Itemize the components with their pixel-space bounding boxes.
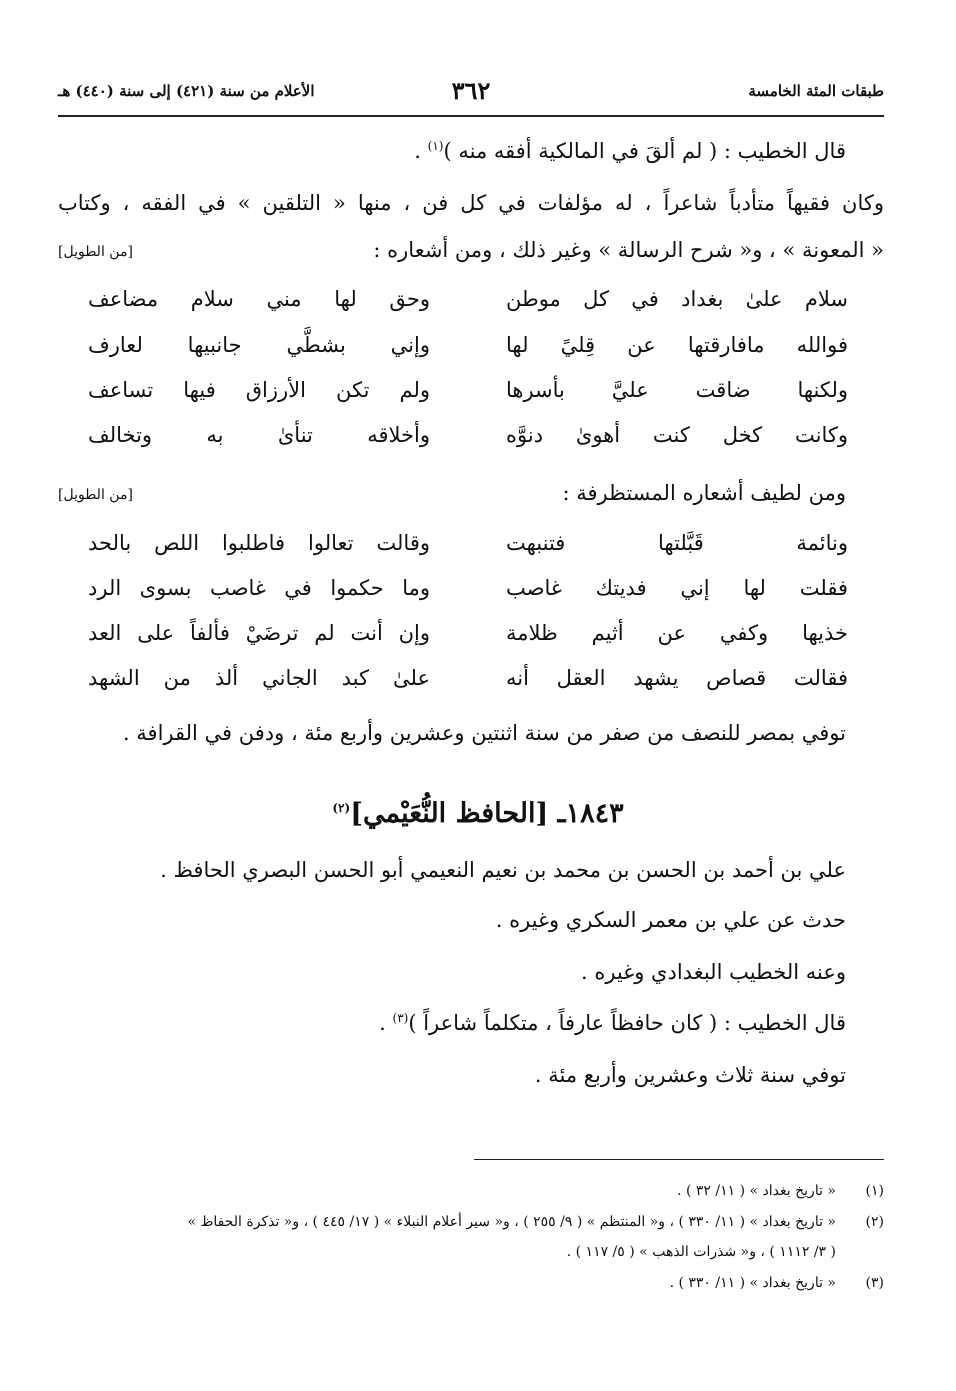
header-section-title: طبقات المئة الخامسة: [748, 82, 884, 100]
poem-meter-label: [من الطويل]: [58, 487, 133, 503]
footnote-ref-3[interactable]: (٣): [392, 1011, 409, 1025]
poem-hemistich-right: خذيها وكفي عن أثيم ظلامة: [506, 621, 848, 645]
header-range-title: الأعلام من سنة (٤٢١) إلى سنة (٤٤٠) هـ: [58, 82, 315, 100]
quote-text: قال الخطيب : ( كان حافظاً عارفاً ، متكلماً شاعراً ): [408, 1011, 846, 1035]
quote-end: .: [414, 139, 428, 163]
page-number: ٣٦٢: [451, 76, 491, 105]
poem-hemistich-right: وكانت كخل كنت أهوىٰ دنوَّه: [506, 423, 848, 447]
entry-line: حدث عن علي بن معمر السكري وغيره .: [495, 908, 846, 932]
poem-hemistich-right: فقالت قصاص يشهد العقل أنه: [506, 666, 848, 690]
poem-hemistich-right: فقلت لها إني فديتك غاصب: [506, 576, 848, 600]
footnote-text: « تاريخ بغداد » ( ١١/ ٣٣٠ ) ، و« المنتظم » ( ٩/ ٢٥٥ ) ، و« سير أعلام النبلاء » ( ١٧/ ٤٤٥ ) ، و« تذكرة الحفاظ »: [187, 1214, 836, 1230]
poem-hemistich-right: فوالله مافارقتها عن قِليً لها: [506, 333, 848, 357]
entry-line: [58, 1011, 846, 1035]
footnote-number: (١): [865, 1183, 884, 1199]
footnote-text: « تاريخ بغداد » ( ١١/ ٣٣٠ ) .: [669, 1275, 836, 1291]
poem-hemistich-right: سلام علىٰ بغداد في كل موطن: [506, 287, 848, 311]
entry-line: توفي سنة ثلاث وعشرين وأربع مئة .: [534, 1063, 846, 1087]
poem-hemistich-right: ولكنها ضاقت عليَّ بأسرها: [506, 378, 848, 402]
footnote-text: ( ٣/ ١١١٢ ) ، و« شذرات الذهب » ( ٥/ ١١٧ ) .: [566, 1244, 836, 1260]
footnote: [58, 1275, 884, 1291]
poem-hemistich-left: وما حكموا في غاصب بسوى الرد: [88, 576, 430, 600]
paragraph-line: وكان فقيهاً متأدباً شاعراً ، له مؤلفات في كل فن ، منها « التلقين » في الفقه ، وكتاب: [58, 191, 884, 215]
footnote-number: (٢): [865, 1214, 884, 1230]
footnote-ref-2[interactable]: (٢): [332, 801, 351, 815]
poem-hemistich-left: وإني بشطَّي جانبيها لعارف: [88, 333, 430, 357]
poem-hemistich-left: وقالت تعالوا فاطلبوا اللص بالحد: [88, 531, 430, 555]
poem-intro: ومن لطيف أشعاره المستظرفة :: [562, 481, 846, 505]
paragraph-line: « المعونة » ، و« شرح الرسالة » وغير ذلك ، ومن أشعاره :: [373, 238, 884, 262]
quote-end: .: [379, 1011, 393, 1035]
entry-title: [0, 798, 956, 829]
poem-hemistich-left: علىٰ كبد الجاني ألذ من الشهد: [88, 666, 430, 690]
khatib-quote-line: [58, 139, 846, 163]
quote-text: قال الخطيب : ( لم ألقَ في المالكية أفقه منه ): [443, 139, 846, 163]
poem-hemistich-left: ولم تكن الأرزاق فيها تساعف: [88, 378, 430, 402]
header-rule: [58, 115, 884, 117]
footnote-continuation: [58, 1244, 884, 1260]
running-header: [58, 78, 884, 108]
poem-meter-label: [من الطويل]: [58, 244, 133, 260]
entry-line: علي بن أحمد بن الحسن بن محمد بن نعيم النعيمي أبو الحسن البصري الحافظ .: [160, 858, 846, 882]
poem-hemistich-left: وحق لها مني سلام مضاعف: [88, 287, 430, 311]
footnote-rule: [474, 1159, 884, 1160]
footnote-number: (٣): [865, 1275, 884, 1291]
poem-hemistich-left: وإن أنت لم ترضَيْ فألفاً على العد: [88, 621, 430, 645]
footnote-text: « تاريخ بغداد » ( ١١/ ٣٢ ) .: [677, 1183, 836, 1199]
entry-title-text: ١٨٤٣ـ [الحافظ النُّعَيْمي]: [350, 798, 624, 829]
footnote-ref-1[interactable]: (١): [427, 139, 444, 153]
poem-hemistich-left: وأخلاقه تنأىٰ به وتخالف: [88, 423, 430, 447]
entry-line: وعنه الخطيب البغدادي وغيره .: [580, 960, 846, 984]
death-note: توفي بمصر للنصف من صفر من سنة اثنتين وعشرين وأربع مئة ، ودفن في القرافة .: [122, 721, 846, 745]
footnote: [58, 1214, 884, 1230]
footnote: [58, 1183, 884, 1199]
poem-hemistich-right: ونائمة قَبَّلتها فتنبهت: [506, 531, 848, 555]
